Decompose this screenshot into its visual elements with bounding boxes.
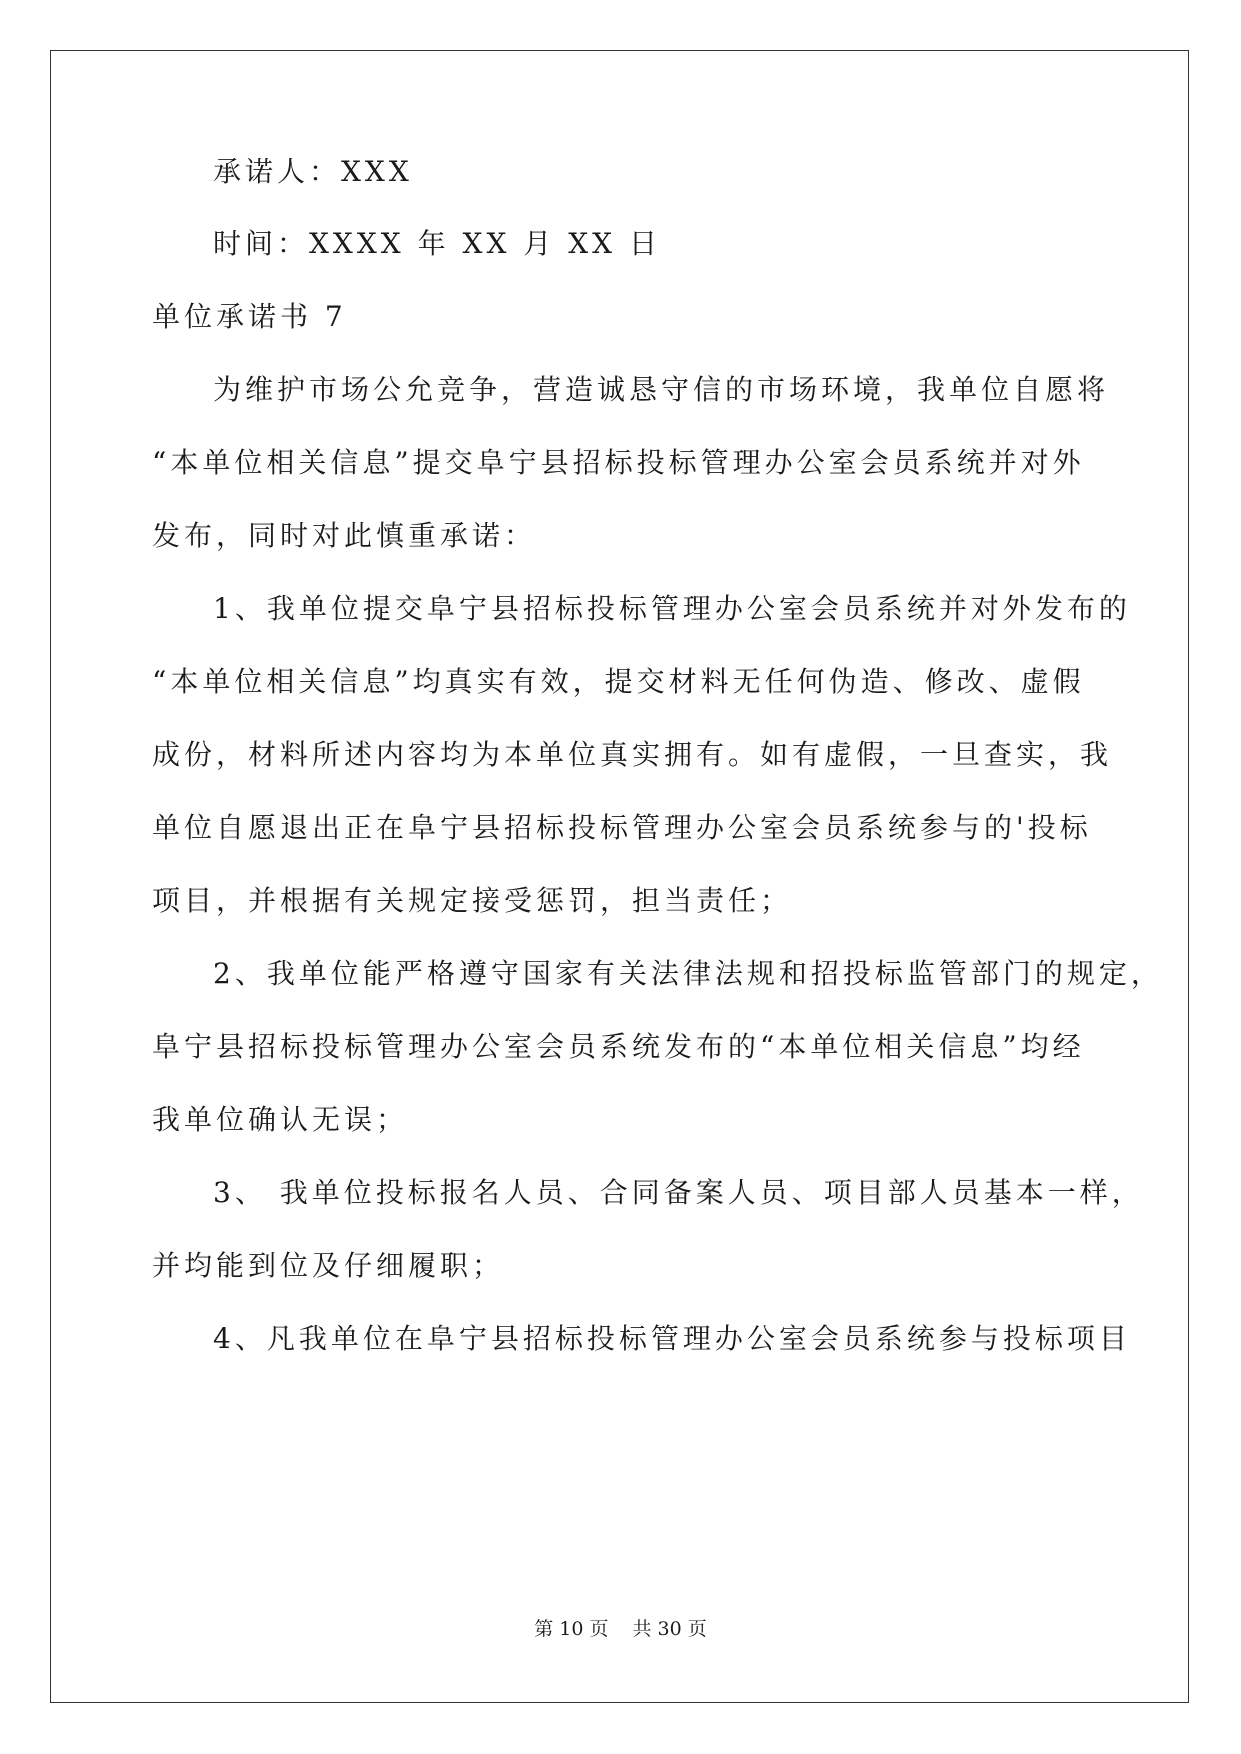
page-number-current: 第 10 页	[534, 1618, 609, 1640]
date-line: 时间：XXXX 年 XX 月 XX 日	[213, 227, 661, 260]
paragraph-line: 项目，并根据有关规定接受惩罚，担当责任；	[152, 884, 793, 917]
signer-line: 承诺人：XXX	[213, 155, 413, 188]
paragraph-line: 为维护市场公允竞争，营造诚恳守信的市场环境，我单位自愿将	[213, 373, 1110, 406]
paragraph-line: 2、我单位能严格遵守国家有关法律法规和招投标监管部门的规定，	[213, 957, 1163, 990]
paragraph-line: 阜宁县招标投标管理办公室会员系统发布的“本单位相关信息”均经	[152, 1030, 1085, 1063]
page-footer	[0, 1616, 1241, 1642]
paragraph-line: 并均能到位及仔细履职；	[152, 1249, 505, 1282]
paragraph-line: 我单位确认无误；	[152, 1103, 409, 1136]
paragraph-line: “本单位相关信息”提交阜宁县招标投标管理办公室会员系统并对外	[152, 446, 1085, 479]
page-number-total: 共 30 页	[632, 1618, 707, 1640]
paragraph-line: 3、 我单位投标报名人员、合同备案人员、项目部人员基本一样，	[213, 1176, 1144, 1209]
paragraph-line: “本单位相关信息”均真实有效，提交材料无任何伪造、修改、虚假	[152, 665, 1085, 698]
paragraph-line: 成份，材料所述内容均为本单位真实拥有。如有虚假，一旦查实，我	[152, 738, 1113, 771]
paragraph-line: 1、我单位提交阜宁县招标投标管理办公室会员系统并对外发布的	[213, 592, 1131, 625]
paragraph-line: 单位自愿退出正在阜宁县招标投标管理办公室会员系统参与的'投标	[152, 811, 1092, 844]
paragraph-line: 发布，同时对此慎重承诺：	[152, 519, 537, 552]
paragraph-line: 4、凡我单位在阜宁县招标投标管理办公室会员系统参与投标项目	[213, 1322, 1131, 1355]
section-heading: 单位承诺书 7	[152, 300, 347, 333]
